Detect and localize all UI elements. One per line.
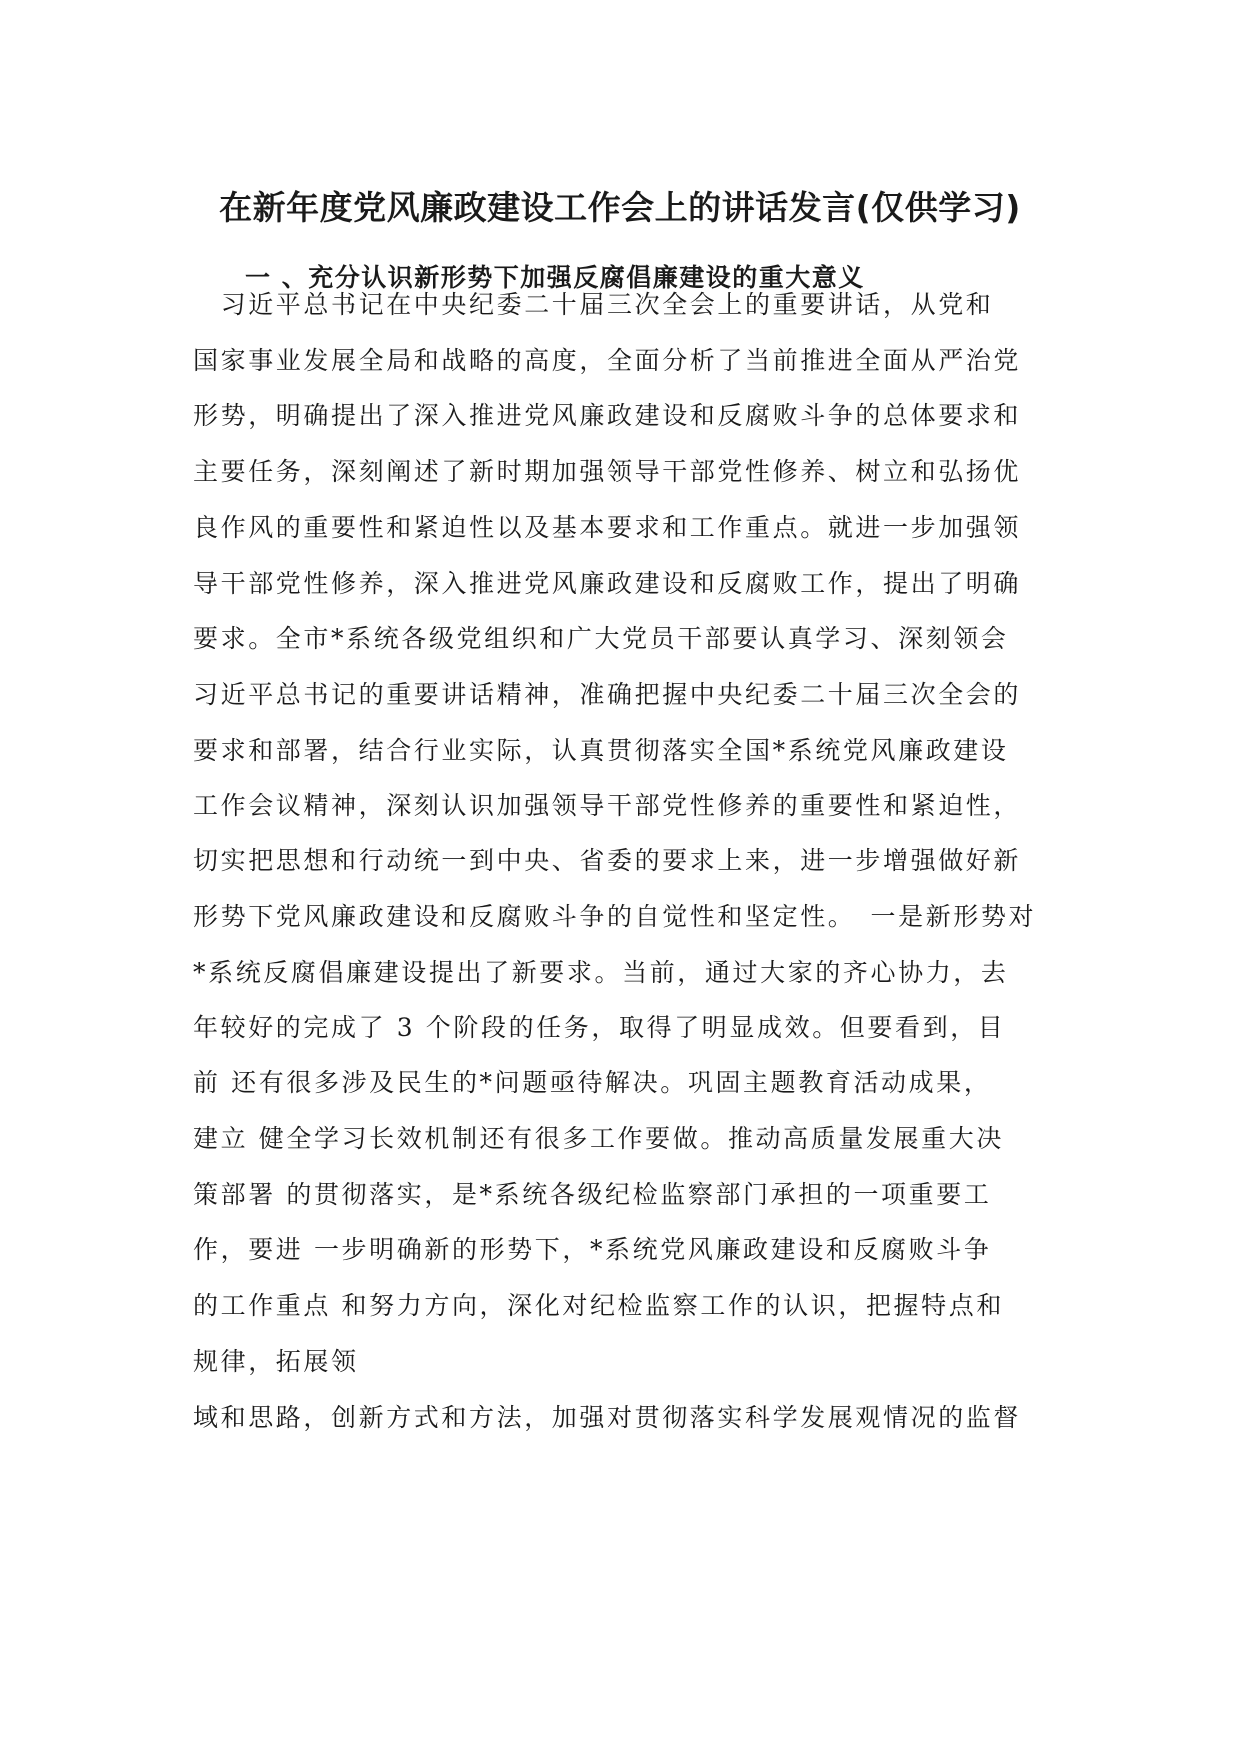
body-line: 形势，明确提出了深入推进党风廉政建设和反腐败斗争的总体要求和 (193, 401, 1022, 430)
body-line: 建立 健全学习长效机制还有很多工作要做。推动高质量发展重大决 (193, 1124, 1004, 1153)
body-line: 要求。全市*系统各级党组织和广大党员干部要认真学习、深刻领会 (193, 624, 1009, 653)
body-line: 导干部党性修养，深入推进党风廉政建设和反腐败工作，提出了明确 (193, 569, 1022, 598)
body-line: 习近平总书记在中央纪委二十届三次全会上的重要讲话，从党和 (193, 290, 994, 319)
body-line: 的工作重点 和努力方向，深化对纪检监察工作的认识，把握特点和 (193, 1291, 1004, 1320)
body-line: 要求和部署，结合行业实际，认真贯彻落实全国*系统党风廉政建设 (193, 736, 1009, 765)
section-heading: 一 、充分认识新形势下加强反腐倡廉建设的重大意义 (245, 263, 865, 292)
body-line: 形势下党风廉政建设和反腐败斗争的自觉性和坚定性。 一是新形势对 (193, 902, 1037, 931)
body-line: 工作会议精神，深刻认识加强领导干部党性修养的重要性和紧迫性， (193, 791, 1022, 820)
body-line: 主要任务，深刻阐述了新时期加强领导干部党性修养、树立和弘扬优 (193, 457, 1022, 486)
body-line: 切实把思想和行动统一到中央、省委的要求上来，进一步增强做好新 (193, 846, 1022, 875)
body-line: 国家事业发展全局和战略的高度，全面分析了当前推进全面从严治党 (193, 346, 1022, 375)
body-line: 年较好的完成了 3 个阶段的任务，取得了明显成效。但要看到，目 (193, 1013, 1006, 1042)
body-line: 规律，拓展领 (193, 1347, 359, 1376)
document-title: 在新年度党风廉政建设工作会上的讲话发言(仅供学习) (219, 188, 1021, 227)
body-line: 作，要进 一步明确新的形势下，*系统党风廉政建设和反腐败斗争 (193, 1235, 992, 1264)
body-line: 习近平总书记的重要讲话精神，准确把握中央纪委二十届三次全会的 (193, 680, 1022, 709)
body-line: 前 还有很多涉及民生的*问题亟待解决。巩固主题教育活动成果， (193, 1068, 992, 1097)
body-line: 策部署 的贯彻落实，是*系统各级纪检监察部门承担的一项重要工 (193, 1180, 992, 1209)
body-line: 良作风的重要性和紧迫性以及基本要求和工作重点。就进一步加强领 (193, 513, 1022, 542)
body-line: *系统反腐倡廉建设提出了新要求。当前，通过大家的齐心协力，去 (193, 958, 1009, 987)
body-line: 域和思路，创新方式和方法，加强对贯彻落实科学发展观情况的监督 (193, 1403, 1022, 1432)
